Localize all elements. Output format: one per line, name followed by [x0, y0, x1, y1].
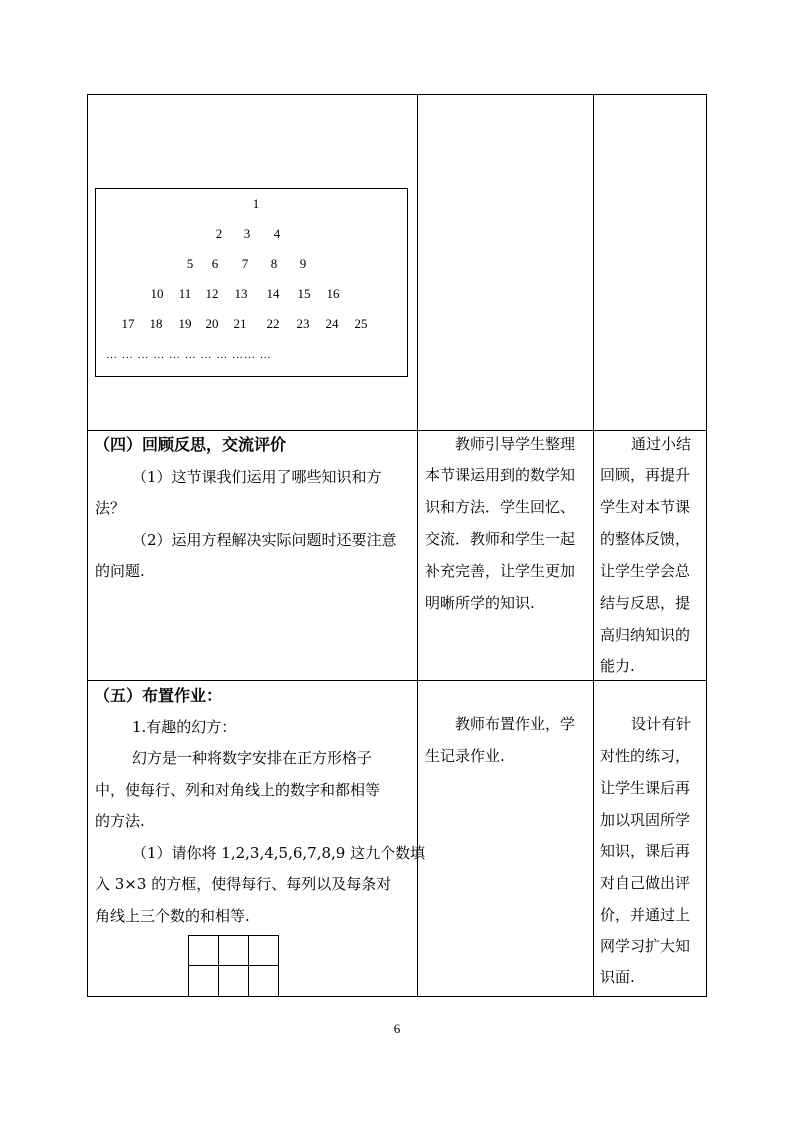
- number-triangle-box: [95, 188, 408, 377]
- section-4-teacher-line: 补充完善，让学生更加: [425, 562, 576, 580]
- section-4-teacher-line: 交流．教师和学生一起: [425, 530, 576, 548]
- triangle-number: 18: [149, 316, 163, 331]
- table-border-bottom: [87, 996, 707, 997]
- magic-square-cell: [248, 935, 279, 966]
- section-4-intent-line: 能力.: [600, 657, 635, 675]
- section-4-teacher-line: 识和方法．学生回忆、: [425, 498, 576, 516]
- section-4-intent-line: 高归纳知识的: [600, 626, 691, 644]
- triangle-number: 22: [266, 316, 280, 331]
- section-4-line: （2）运用方程解决实际问题时还要注意: [132, 531, 397, 549]
- section-4-intent-line: 通过小结: [631, 435, 692, 453]
- section-4-teacher-line: 本节课运用到的数学知: [425, 466, 576, 484]
- magic-square-cell: [248, 965, 279, 997]
- section-5-line: 1.有趣的幻方：: [132, 718, 237, 736]
- section-5-intent-line: 网学习扩大知: [600, 937, 691, 955]
- section-5-intent-line: 设计有针: [631, 715, 692, 733]
- section-4-line: 法？: [95, 499, 126, 517]
- triangle-number: 12: [205, 286, 219, 301]
- triangle-number: 24: [325, 316, 339, 331]
- section-4-heading: （四）回顾反思，交流评价: [94, 435, 287, 454]
- triangle-number: 2: [215, 226, 223, 241]
- section-5-teacher-line: 生记录作业.: [425, 747, 505, 765]
- section-5-intent-line: 知识，课后再: [600, 842, 691, 860]
- triangle-number: 6: [211, 256, 219, 271]
- row-divider-1: [87, 430, 707, 431]
- section-4-intent-line: 的整体反馈，: [600, 530, 691, 548]
- triangle-number: 5: [186, 256, 194, 271]
- triangle-number: 11: [178, 286, 192, 301]
- section-5-intent-line: 价，并通过上: [600, 906, 691, 924]
- section-5-heading: （五）布置作业：: [94, 686, 223, 705]
- triangle-number: 8: [270, 256, 278, 271]
- section-5-teacher-line: 教师布置作业，学: [455, 715, 576, 733]
- section-5-intent-line: 识面.: [600, 968, 635, 986]
- section-5-line: 中，使每行、列和对角线上的数字和都相等: [95, 781, 381, 799]
- magic-square-cell: [188, 935, 219, 966]
- section-5-line: 入 3×3 的方框，使得每行、每列以及每条对: [95, 875, 392, 893]
- column-divider-2: [593, 94, 594, 997]
- triangle-number: 4: [273, 226, 281, 241]
- section-5-intent-line: 对性的练习，: [600, 747, 691, 765]
- magic-square-cell: [218, 965, 249, 997]
- section-4-intent-line: 学生对本节课: [600, 498, 691, 516]
- triangle-number: 1: [252, 196, 260, 211]
- magic-square-cell: [188, 965, 219, 997]
- triangle-number: 20: [205, 316, 219, 331]
- table-border-right: [706, 94, 707, 997]
- triangle-number: 13: [234, 286, 248, 301]
- triangle-number: 25: [354, 316, 368, 331]
- section-4-teacher-line: 明晰所学的知识.: [425, 594, 535, 612]
- section-4-teacher-line: 教师引导学生整理: [455, 435, 576, 453]
- section-4-line: （1）这节课我们运用了哪些知识和方: [132, 468, 382, 486]
- triangle-number: 15: [297, 286, 311, 301]
- section-5-line: 角线上三个数的和相等.: [95, 907, 250, 925]
- triangle-ellipsis: … … … … … … … … …… …: [106, 349, 272, 361]
- triangle-number: 7: [241, 256, 249, 271]
- section-4-intent-line: 结与反思，提: [600, 594, 691, 612]
- table-border-top: [87, 94, 707, 95]
- section-4-intent-line: 回顾，再提升: [600, 466, 691, 484]
- triangle-number: 19: [178, 316, 192, 331]
- section-5-intent-line: 让学生课后再: [600, 779, 691, 797]
- triangle-number: 9: [299, 256, 307, 271]
- page-number: 6: [393, 1021, 401, 1036]
- section-4-intent-line: 让学生学会总: [600, 562, 691, 580]
- section-4-line: 的问题.: [95, 562, 145, 580]
- triangle-number: 23: [296, 316, 310, 331]
- magic-square-cell: [218, 935, 249, 966]
- triangle-number: 16: [326, 286, 340, 301]
- section-5-line: 的方法.: [95, 812, 145, 830]
- table-border-left: [87, 94, 88, 997]
- triangle-number: 14: [266, 286, 280, 301]
- section-5-line: 幻方是一种将数字安排在正方形格子: [132, 749, 373, 767]
- triangle-number: 10: [150, 286, 164, 301]
- row-divider-2: [87, 680, 707, 681]
- triangle-number: 3: [243, 226, 251, 241]
- triangle-number: 17: [121, 316, 135, 331]
- section-5-intent-line: 加以巩固所学: [600, 811, 691, 829]
- section-5-intent-line: 对自己做出评: [600, 874, 691, 892]
- triangle-number: 21: [233, 316, 247, 331]
- section-5-line: （1）请你将 1,2,3,4,5,6,7,8,9 这九个数填: [132, 844, 426, 862]
